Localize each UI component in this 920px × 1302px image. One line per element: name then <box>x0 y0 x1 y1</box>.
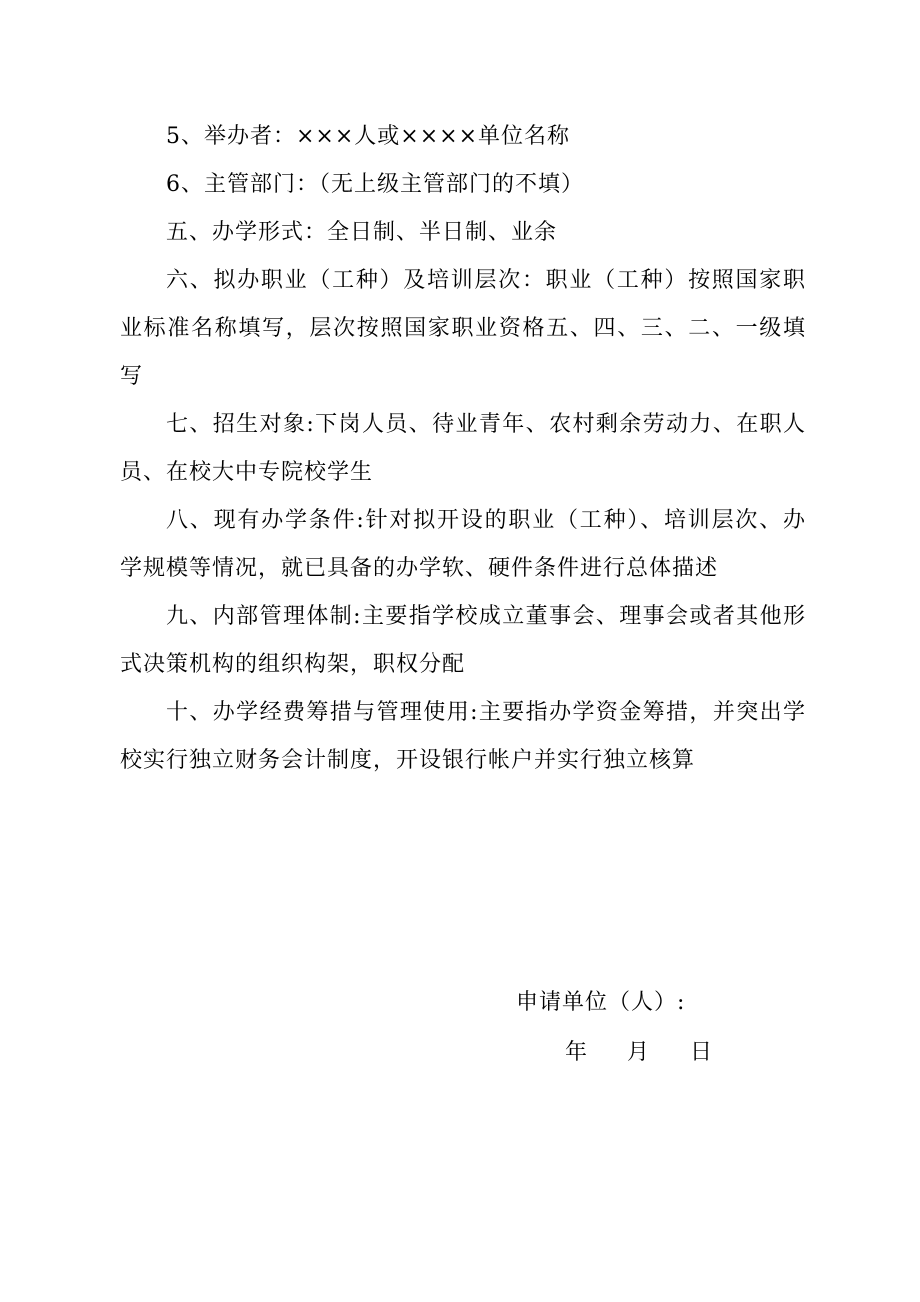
document-body <box>120 113 806 785</box>
date-day-label: 日 <box>690 1040 713 1065</box>
item-enrollment-targets: 七、招生对象:下岗人员、待业青年、农村剩余劳动力、在职人员、在校大中专院校学生 <box>120 412 806 485</box>
item-funding-management: 十、办学经费筹措与管理使用:主要指办学资金筹措，并突出学校实行独立财务会计制度，开设银行帐户并实行独立核算 <box>120 700 806 773</box>
item-organizer: 5、举办者：×××人或××××单位名称 <box>166 124 571 149</box>
item-existing-conditions: 八、现有办学条件:针对拟开设的职业（工种）、培训层次、办学规模等情况，就已具备的办学软、硬件条件进行总体描述 <box>120 508 806 581</box>
item-supervising-department: 6、主管部门：（无上级主管部门的不填） <box>166 172 584 197</box>
date-month-label: 月 <box>627 1040 650 1065</box>
date-year-label: 年 <box>565 1040 588 1065</box>
applicant-signature-label: 申请单位（人）: <box>516 990 686 1015</box>
item-internal-management: 九、内部管理体制:主要指学校成立董事会、理事会或者其他形式决策机构的组织构架，职权分配 <box>120 604 806 677</box>
item-occupation-training-level: 六、拟办职业（工种）及培训层次：职业（工种）按照国家职业标准名称填写，层次按照国家职业资格五、四、三、二、一级填写 <box>120 268 806 389</box>
item-school-format: 五、办学形式：全日制、半日制、业余 <box>166 220 558 245</box>
